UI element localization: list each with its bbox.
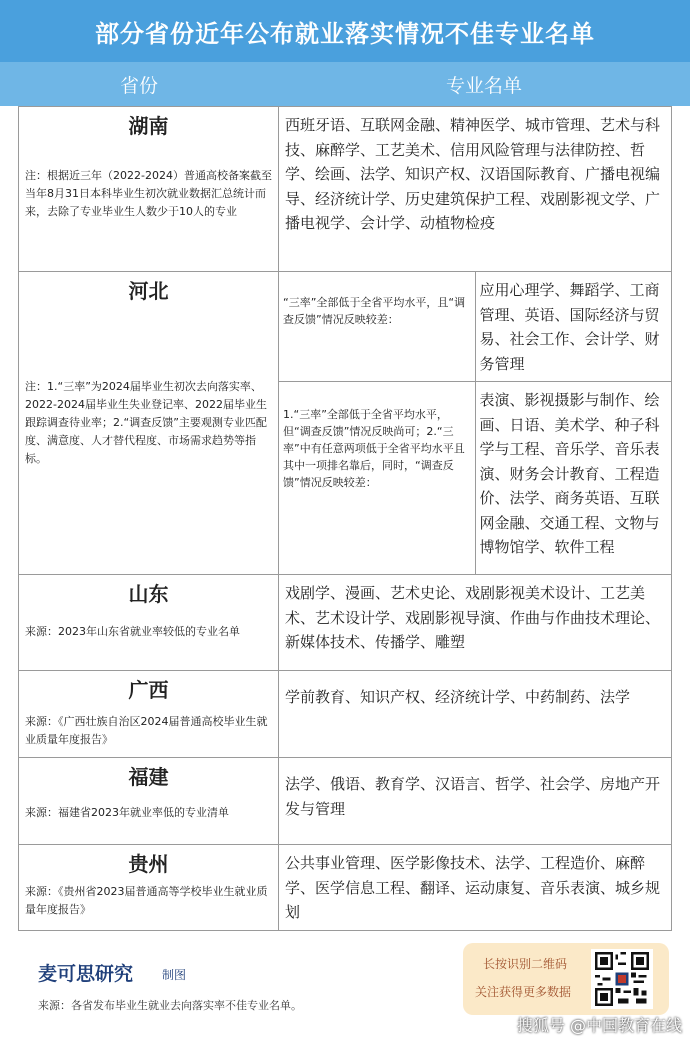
table-header	[0, 62, 690, 106]
majors-cell: 法学、俄语、教育学、汉语言、哲学、社会学、房地产开发与管理	[279, 758, 672, 845]
brand-logo-text: 麦可思研究	[38, 963, 134, 985]
qr-promo-box	[463, 943, 669, 1015]
province-cell	[19, 272, 279, 575]
qr-caption-1: 长按识别二维码	[483, 957, 568, 971]
qr-code-icon[interactable]	[591, 949, 653, 1009]
province-name: 贵州	[128, 852, 169, 876]
province-note: 来源：福建省2023年就业率低的专业清单	[25, 806, 229, 819]
province-cell	[19, 845, 279, 931]
majors-cell: 西班牙语、互联网金融、精神医学、城市管理、艺术与科技、麻醉学、工艺美术、信用风险管理与法律防控、哲学、绘画、法学、知识产权、汉语国际教育、广播电视编导、经济统计学、历史建筑保护工程、戏剧影视文学、广播电视学、会计学、动植物检疫	[279, 107, 672, 272]
table-row-guizhou	[19, 845, 672, 931]
province-cell	[19, 107, 279, 272]
province-note: 来源：《广西壮族自治区2024届普通高校毕业生就业质量年度报告》	[25, 715, 268, 746]
province-name: 湖南	[128, 114, 169, 138]
province-note: 注：1.“三率”为2024届毕业生初次去向落实率、2022-2024届毕业生失业登记率、2022届毕业生跟踪调查待业率；2.“调查反馈”主要观测专业匹配度、满意度、人才替代程度、市场需求趋势等指标。	[25, 380, 267, 465]
majors-cell: 戏剧学、漫画、艺术史论、戏剧影视美术设计、工艺美术、艺术设计学、戏剧影视导演、作曲与作曲技术理论、新媒体技术、传播学、雕塑	[279, 575, 672, 671]
table-row-guangxi	[19, 671, 672, 758]
brand-subtitle: 制图	[162, 968, 187, 982]
table-row-hunan	[19, 107, 672, 272]
footer	[0, 935, 690, 1041]
province-name: 广西	[128, 678, 169, 702]
province-note: 来源：2023年山东省就业率较低的专业名单	[25, 625, 240, 638]
platform-credit: 搜狐号 @中国教育在线	[516, 1016, 682, 1035]
province-note: 注：根据近三年（2022-2024）普通高校备案截至当年8月31日本科毕业生初次就业数据汇总统计而来，去除了专业毕业生人数少于10人的专业	[25, 169, 272, 218]
majors-cell: 表演、影视摄影与制作、绘画、日语、美术学、种子科学与工程、音乐学、音乐表演、财务会计教育、工程造价、法学、商务英语、互联网金融、交通工程、文物与博物馆学、软件工程	[475, 382, 672, 575]
province-name: 福建	[128, 765, 169, 789]
majors-cell: 学前教育、知识产权、经济统计学、中药制药、法学	[279, 671, 672, 758]
criteria-cell: “三率”全部低于全省平均水平，且“调查反馈”情况反映较差：	[279, 272, 476, 382]
table-row-fujian	[19, 758, 672, 845]
province-name: 河北	[128, 279, 169, 303]
majors-table	[18, 106, 672, 931]
qr-caption-2: 关注获得更多数据	[475, 985, 572, 999]
province-cell	[19, 758, 279, 845]
page-title: 部分省份近年公布就业落实情况不佳专业名单	[0, 0, 690, 62]
criteria-cell: 1.“三率”全部低于全省平均水平，但“调查反馈”情况反映尚可；2.“三率”中有任意两项低于全省平均水平且其中一项排名靠后，同时，“调查反馈”情况反映较差：	[279, 382, 476, 575]
majors-cell: 公共事业管理、医学影像技术、法学、工程造价、麻醉学、医学信息工程、翻译、运动康复、音乐表演、城乡规划	[279, 845, 672, 931]
header-majors: 专业名单	[445, 74, 522, 97]
province-name: 山东	[128, 582, 169, 606]
province-note: 来源：《贵州省2023届普通高等学校毕业生就业质量年度报告》	[25, 885, 268, 916]
province-cell	[19, 575, 279, 671]
table-row-hebei-a	[19, 272, 672, 382]
table-row-shandong	[19, 575, 672, 671]
header-province: 省份	[119, 74, 158, 97]
majors-cell: 应用心理学、舞蹈学、工商管理、英语、国际经济与贸易、社会工作、会计学、财务管理	[475, 272, 672, 382]
source-note: 来源：各省发布毕业生就业去向落实率不佳专业名单。	[38, 999, 302, 1012]
province-cell	[19, 671, 279, 758]
